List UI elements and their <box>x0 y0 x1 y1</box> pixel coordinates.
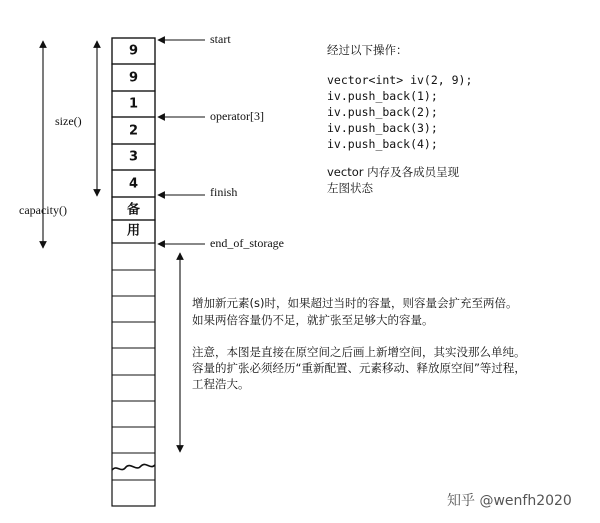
caution-note-line-1: 注意，本图是直接在原空间之后画上新增空间，其实没那么单纯。 <box>192 345 526 359</box>
cell-value-1: 9 <box>128 70 139 86</box>
cell-value-4: 3 <box>128 149 139 165</box>
cell-value-3: 2 <box>128 123 139 139</box>
code-outro-1: vector 内存及各成员呈现 <box>327 165 460 179</box>
break-wave <box>112 464 155 470</box>
growth-note-line-1: 增加新元素(s)时，如果超过当时的容量，则容量会扩充至两倍。 <box>192 296 518 310</box>
start-label: start <box>210 31 231 46</box>
watermark: 知乎 @wenfh2020 <box>447 493 572 509</box>
cell-value-7: 用 <box>126 223 141 239</box>
code-line-4: iv.push_back(3); <box>327 121 438 135</box>
code-line-5: iv.push_back(4); <box>327 137 438 151</box>
capacity-label: capacity() <box>19 202 67 217</box>
cell-value-6: 备 <box>126 202 141 218</box>
operator-label: operator[3] <box>210 108 264 123</box>
code-intro: 经过以下操作： <box>327 43 408 57</box>
cell-value-2: 1 <box>128 96 139 112</box>
cell-values <box>127 44 140 239</box>
new-empty-cells <box>112 243 155 480</box>
finish-label: finish <box>210 184 238 199</box>
size-label: size() <box>55 113 82 128</box>
code-line-3: iv.push_back(2); <box>327 105 438 119</box>
code-line-2: iv.push_back(1); <box>327 89 438 103</box>
cell-value-5: 4 <box>128 176 139 192</box>
caution-note-line-3: 工程浩大。 <box>192 377 250 391</box>
caution-note-line-2: 容量的扩张必须经历“重新配置、元素移动、释放原空间”等过程， <box>192 361 526 375</box>
end-of-storage-label: end_of_storage <box>210 235 284 250</box>
cell-value-0: 9 <box>128 43 139 59</box>
growth-note-line-2: 如果两倍容量仍不足，就扩张至足够大的容量。 <box>192 313 434 327</box>
code-outro-2: 左图状态 <box>327 181 373 195</box>
code-line-1: vector<int> iv(2, 9); <box>327 73 473 87</box>
